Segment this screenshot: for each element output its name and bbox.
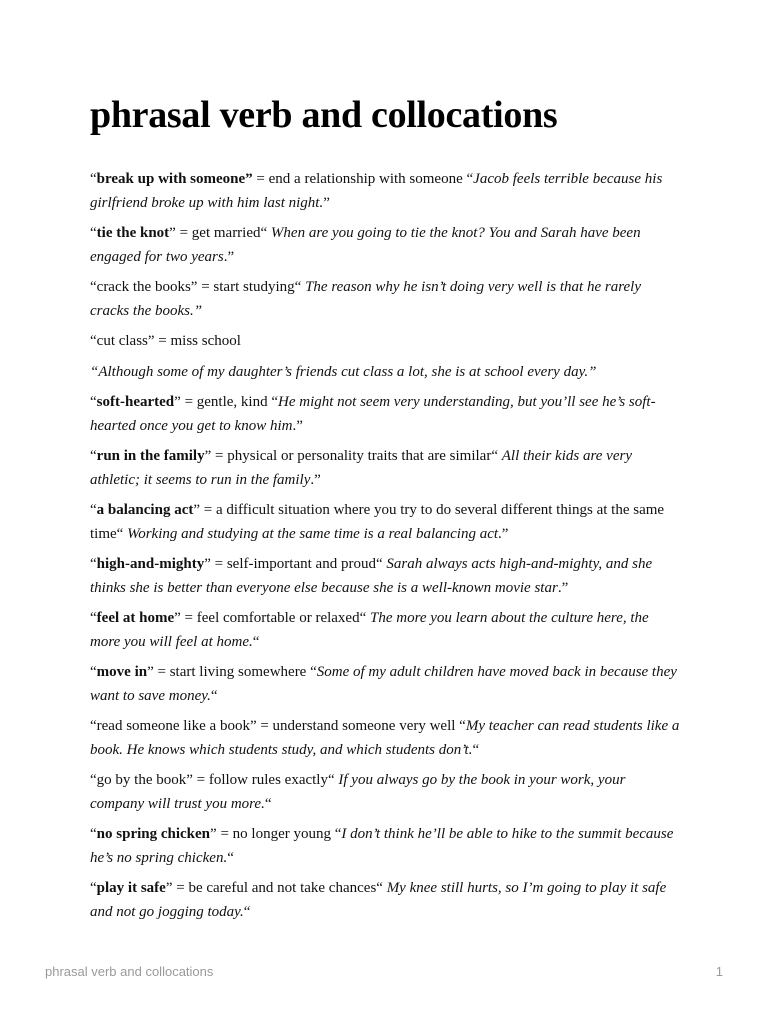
- definition-text: .”: [292, 417, 303, 434]
- phrase-term: run in the family: [96, 448, 205, 464]
- definition-text: .”: [310, 471, 321, 488]
- definition-text: “: [90, 225, 97, 241]
- phrase-term: play it safe: [96, 880, 166, 896]
- example-sentence: He might not seem very understanding, but you’ll see he’s soft-hearted once you get to know him: [90, 394, 656, 434]
- phrase-term: move in: [96, 664, 148, 680]
- entry-no-spring-chicken: [90, 823, 680, 870]
- page-footer: [45, 964, 723, 979]
- example-sentence: When are you going to tie the knot? You and Sarah have been engaged for two years: [90, 225, 641, 265]
- example-sentence: Sarah always acts high-and-mighty, and she thinks she is better than everyone else because she is a well-known movie star: [90, 556, 653, 596]
- example-sentence: The reason why he isn’t doing very well is that he rarely cracks the books.”: [90, 279, 641, 319]
- definition-text: ” = gentle, kind “: [174, 394, 278, 410]
- entry-cut-class: [90, 330, 680, 354]
- example-sentence: The more you learn about the culture here, the more you will feel at home.: [90, 610, 649, 650]
- definition-text: ” = get married“: [169, 225, 271, 241]
- definition-text: ” = no longer young “: [210, 826, 342, 842]
- definition-text: “read someone like a book” = understand someone very well “: [90, 718, 466, 734]
- entry-list: [90, 168, 680, 931]
- example-sentence: All their kids are very athletic; it seems to run in the family: [90, 448, 632, 488]
- entry-break-up-with-someone: [90, 168, 680, 215]
- entry-move-in: [90, 661, 680, 708]
- definition-text: “: [210, 687, 218, 704]
- definition-text: .”: [498, 525, 509, 542]
- entry-high-and-mighty: [90, 553, 680, 600]
- definition-text: “: [90, 664, 97, 680]
- definition-text: “go by the book” = follow rules exactly“: [90, 772, 339, 788]
- definition-text: .”: [557, 579, 569, 596]
- definition-text: “: [90, 826, 97, 842]
- phrase-term: tie the knot: [96, 225, 170, 241]
- definition-text: ”: [323, 194, 330, 211]
- entry-run-in-the-family: [90, 445, 680, 492]
- entry-a-balancing-act: [90, 499, 680, 546]
- definition-text: = end a relationship with someone “: [252, 171, 474, 187]
- entry-tie-the-knot: [90, 222, 680, 269]
- footer-title: phrasal verb and collocations: [45, 964, 214, 979]
- definition-text: ” = be careful and not take chances“: [165, 880, 387, 896]
- entry-feel-at-home: [90, 607, 680, 654]
- definition-text: “: [90, 556, 97, 572]
- phrase-term: no spring chicken: [96, 826, 211, 842]
- page-title: phrasal verb and collocations: [90, 94, 558, 136]
- definition-text: ” = a difficult situation where you try to do several different things at the same time“: [90, 502, 665, 542]
- definition-text: ” = physical or personality traits that are similar“: [204, 448, 502, 464]
- definition-text: “: [90, 610, 97, 626]
- definition-text: .”: [223, 248, 235, 265]
- definition-text: “cut class” = miss school: [90, 333, 241, 349]
- definition-text: “: [90, 502, 97, 518]
- definition-text: ” = start living somewhere “: [147, 664, 317, 680]
- example-sentence: I don’t think he’ll be able to hike to the summit because he’s no spring chicken.: [90, 826, 674, 866]
- entry-soft-hearted: [90, 391, 680, 438]
- example-sentence: My teacher can read students like a book. He knows which students study, and which students don’t.: [90, 718, 680, 758]
- example-sentence: “Although some of my daughter’s friends cut class a lot, she is at school every day.”: [90, 363, 597, 380]
- definition-text: “crack the books” = start studying“: [90, 279, 306, 295]
- page-number: 1: [715, 964, 723, 979]
- definition-text: “: [90, 448, 97, 464]
- definition-text: ” = self-important and proud“: [204, 556, 387, 572]
- definition-text: “: [472, 741, 480, 758]
- definition-text: “: [227, 849, 234, 866]
- entry-read-someone-like-a-book: [90, 715, 680, 762]
- phrase-term: high-and-mighty: [96, 556, 205, 572]
- example-sentence: If you always go by the book in your work, your company will trust you more.: [90, 772, 626, 812]
- example-sentence: Jacob feels terrible because his girlfriend broke up with him last night.: [90, 171, 663, 211]
- definition-text: “: [252, 633, 260, 650]
- definition-text: “: [90, 394, 97, 410]
- definition-text: ” = feel comfortable or relaxed“: [174, 610, 370, 626]
- example-sentence: Some of my adult children have moved back in because they want to save money.: [90, 664, 677, 704]
- phrase-term: break up with someone”: [96, 171, 253, 187]
- entry-cut-class-example: [90, 361, 680, 385]
- example-sentence: My knee still hurts, so I’m going to play it safe and not go jogging today.: [90, 880, 667, 920]
- phrase-term: a balancing act: [96, 502, 194, 518]
- definition-text: “: [90, 880, 97, 896]
- entry-play-it-safe: [90, 877, 680, 924]
- entry-go-by-the-book: [90, 769, 680, 816]
- definition-text: “: [264, 795, 272, 812]
- phrase-term: soft-hearted: [96, 394, 175, 410]
- definition-text: “: [90, 171, 97, 187]
- entry-crack-the-books: [90, 276, 680, 323]
- phrase-term: feel at home: [96, 610, 175, 626]
- definition-text: “: [243, 903, 251, 920]
- example-sentence: Working and studying at the same time is a real balancing act: [127, 525, 499, 542]
